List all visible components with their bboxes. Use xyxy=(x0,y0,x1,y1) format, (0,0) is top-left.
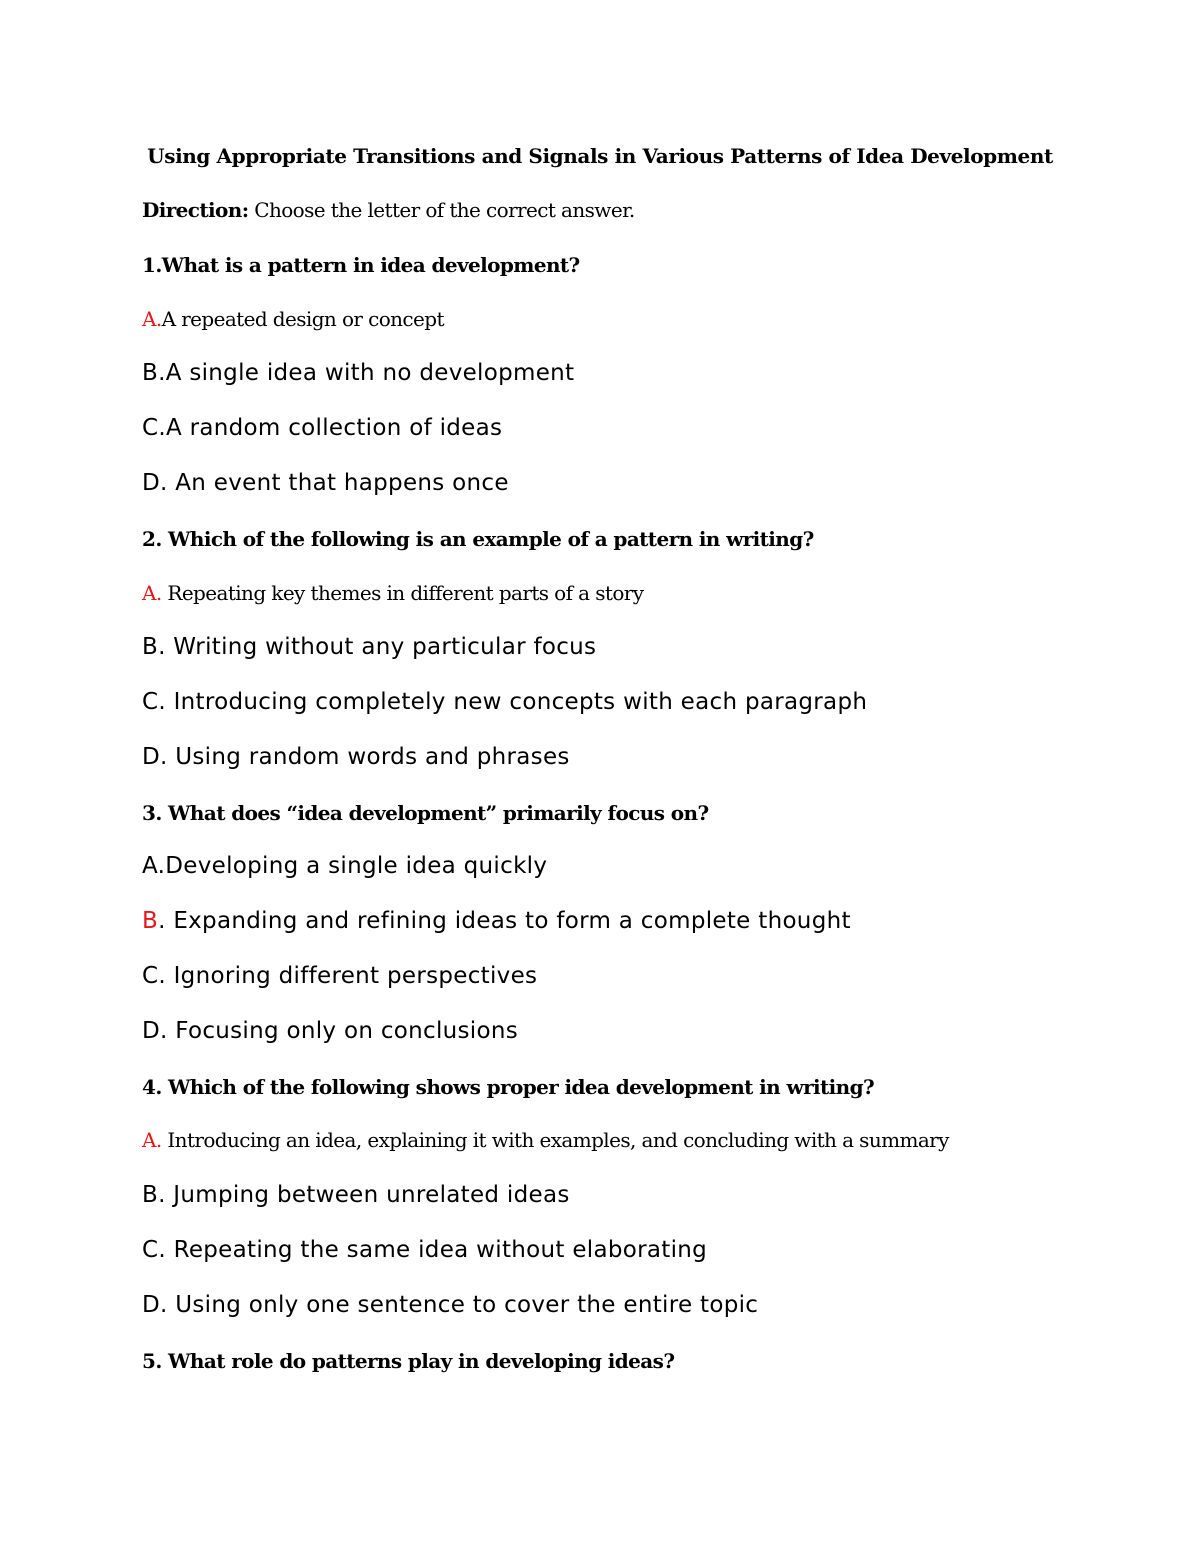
option-text: Introducing an idea, explaining it with examples, and concluding with a summary xyxy=(161,1128,949,1152)
q2-option-b: B. Writing without any particular focus xyxy=(142,634,597,660)
question-2: 2. Which of the following is an example of a pattern in writing? xyxy=(142,527,814,551)
correct-answer-letter: A. xyxy=(142,1128,162,1152)
q3-option-b xyxy=(142,910,851,933)
q2-option-c: C. Introducing completely new concepts with each paragraph xyxy=(142,689,868,715)
question-3: 3. What does “idea development” primarily focus on? xyxy=(142,801,709,825)
correct-answer-letter: B xyxy=(142,908,159,934)
question-1: 1.What is a pattern in idea development? xyxy=(142,253,580,277)
q3-option-a: A.Developing a single idea quickly xyxy=(142,853,548,879)
question-5: 5. What role do patterns play in developing ideas? xyxy=(142,1349,675,1373)
direction-text: Choose the letter of the correct answer. xyxy=(248,198,635,222)
q3-option-c: C. Ignoring different perspectives xyxy=(142,963,538,989)
option-text: Repeating key themes in different parts of a story xyxy=(161,581,644,605)
q4-option-b: B. Jumping between unrelated ideas xyxy=(142,1182,570,1208)
q2-option-a xyxy=(142,583,643,603)
q2-option-d: D. Using random words and phrases xyxy=(142,744,570,770)
q1-option-c: C.A random collection of ideas xyxy=(142,415,503,441)
q4-option-c: C. Repeating the same idea without elaborating xyxy=(142,1237,708,1263)
option-text: A repeated design or concept xyxy=(161,307,444,331)
q1-option-b: B.A single idea with no development xyxy=(142,360,575,386)
q1-option-a xyxy=(142,309,444,329)
correct-answer-letter: A. xyxy=(142,307,162,331)
direction-label: Direction: xyxy=(142,198,249,222)
q4-option-a xyxy=(142,1130,949,1150)
direction-line xyxy=(142,200,635,221)
correct-answer-letter: A. xyxy=(142,581,162,605)
q4-option-d: D. Using only one sentence to cover the entire topic xyxy=(142,1292,759,1318)
option-text: . Expanding and refining ideas to form a complete thought xyxy=(158,908,851,934)
q1-option-d: D. An event that happens once xyxy=(142,470,509,496)
page-title: Using Appropriate Transitions and Signals in Various Patterns of Idea Development xyxy=(147,144,1053,168)
question-4: 4. Which of the following shows proper idea development in writing? xyxy=(142,1075,875,1099)
q3-option-d: D. Focusing only on conclusions xyxy=(142,1018,519,1044)
